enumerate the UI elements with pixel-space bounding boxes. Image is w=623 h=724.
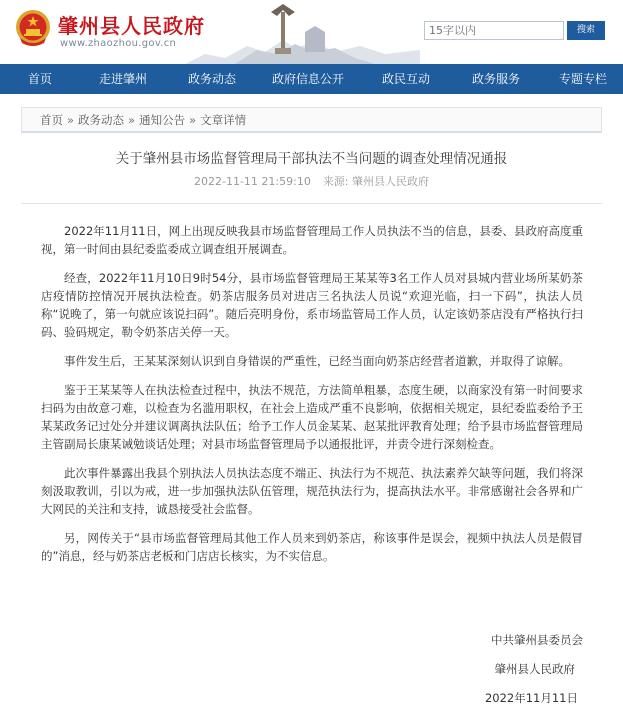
article-paragraph: 此次事件暴露出我县个别执法人员执法态度不端正、执法行为不规范、执法素养欠缺等问题，我们将深刻汲取教训，引以为戒，进一步加强执法队伍管理，规范执法行为，提高执法水平。非常感谢社会各界和广大网民的关注和支持，诚恳接受社会监督。 (41, 466, 583, 516)
nav-item-special-topics[interactable]: 专题专栏 (558, 72, 607, 86)
nav-item-home[interactable]: 首页 (27, 72, 52, 86)
article-title: 关于肇州县市场监督管理局干部执法不当问题的调查处理情况通报 (115, 151, 508, 167)
breadcrumb-separator: » (189, 112, 197, 127)
landmark-illustration (185, 2, 420, 64)
article-meta (0, 173, 623, 189)
breadcrumb-news[interactable]: 政务动态 (78, 112, 125, 127)
signature-government: 肇州县人民政府 (494, 662, 575, 676)
nav-item-interaction[interactable]: 政民互动 (381, 72, 430, 86)
search-button[interactable]: 搜索 (567, 21, 605, 40)
article-source: 来源: 肇州县人民政府 (322, 175, 430, 188)
breadcrumb-current: 文章详情 (200, 112, 247, 127)
article-paragraph: 2022年11月11日，网上出现反映我县市场监督管理局工作人员执法不当的信息，县委、县政府高度重视，第一时间由县纪委监委成立调查组开展调查。 (41, 224, 583, 256)
search-input[interactable] (424, 21, 564, 40)
nav-item-services[interactable]: 政务服务 (471, 72, 520, 86)
nav-item-about[interactable]: 走进肇州 (98, 72, 147, 86)
article-paragraph: 鉴于王某某等人在执法检查过程中，执法不规范，方法简单粗暴，态度生硬，以商家没有第一时间要求扫码为由故意刁难，以检查为名滥用职权，在社会上造成严重不良影响，依据相关规定，县纪委监委给予王某某政务记过处分并建议调离执法队伍；给予工作人员金某某、赵某批评教育处理；给予县市场监督管理局主管副局长康某诫勉谈话处理；对县市场监督管理局予以通报批评，并责令进行深刻检查。 (41, 383, 583, 451)
article-body (0, 204, 623, 565)
nav-item-news[interactable]: 政务动态 (187, 72, 236, 86)
site-header (0, 0, 623, 64)
site-url: www.zhaozhou.gov.cn (60, 38, 177, 49)
signature-party-committee: 中共肇州县委员会 (491, 633, 583, 647)
signature-date: 2022年11月11日 (484, 691, 578, 705)
breadcrumb-notices[interactable]: 通知公告 (139, 112, 186, 127)
breadcrumb-separator: » (128, 112, 136, 127)
article-paragraph: 经查，2022年11月10日9时54分，县市场监督管理局王某某等3名工作人员对县城内营业场所某奶茶店疫情防控情况开展执法检查。奶茶店服务员对进店三名执法人员说“欢迎光临，扫一下码”，执法人员称“说晚了，第一句就应该说扫码”。随后亮明身份，系市场监管局工作人员，认定该奶茶店没有严格执行扫码、验码规定，勒令奶茶店关停一天。 (41, 271, 583, 339)
article-datetime: 2022-11-11 21:59:10 (193, 175, 311, 188)
article-paragraph: 事件发生后，王某某深刻认识到自身错误的严重性，已经当面向奶茶店经营者道歉，并取得了谅解。 (64, 354, 570, 368)
breadcrumb-home[interactable]: 首页 (40, 112, 63, 127)
breadcrumb (21, 107, 602, 133)
site-title[interactable]: 肇州县人民政府 (58, 14, 205, 38)
nav-item-info-disclosure[interactable]: 政府信息公开 (271, 72, 344, 86)
national-emblem-icon (14, 8, 52, 50)
main-nav (0, 64, 623, 94)
breadcrumb-separator: » (67, 112, 75, 127)
article-paragraph: 另，网传关于“县市场监督管理局其他工作人员来到奶茶店，称该事件是误会，视频中执法人员是假冒的”消息，经与奶茶店老板和门店店长核实，为不实信息。 (41, 531, 583, 563)
